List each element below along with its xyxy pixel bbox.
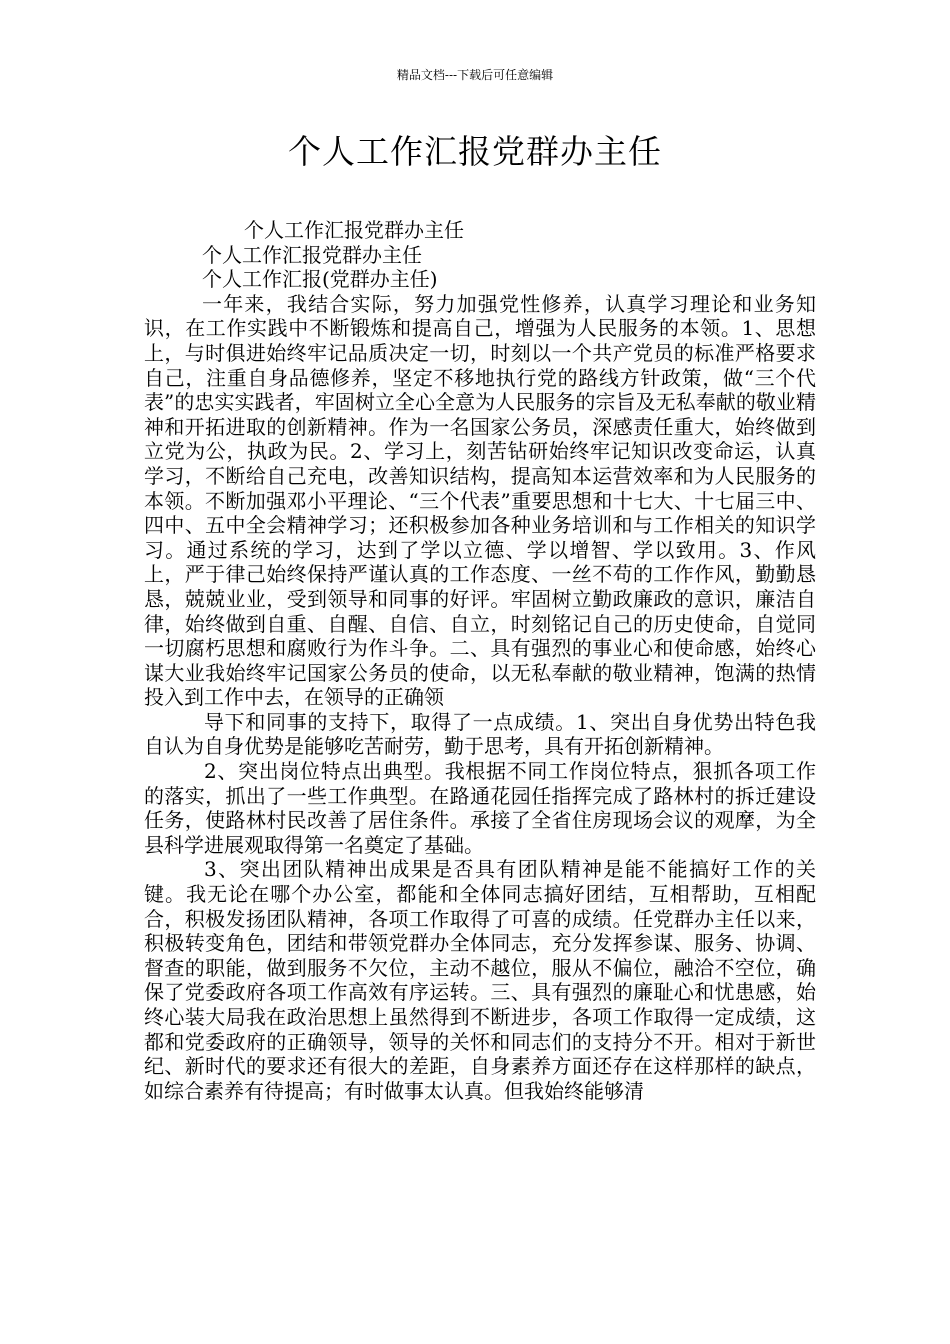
body-paragraph: 一年来，我结合实际，努力加强党性修养，认真学习理论和业务知识，在工作实践中不断锻炼和提高自己，增强为人民服务的本领。1、思想上，与时俱进始终牢记品质决定一切，时刻以一个共产党员的标准严格要求自己，注重自身品德修养，坚定不移地执行党的路线方针政策，做“三个代表”的忠实实践者，牢固树立全心全意为人民服务的宗旨及无私奉献的敬业精神和开拓进取的创新精神。作为一名国家公务员，深感责任重大，始终做到立党为公，执政为民。2、学习上，刻苦钻研始终牢记知识改变命运，认真学习，不断给自己充电，改善知识结构，提高知本运营效率和为人民服务的本领。不断加强邓小平理论、“三个代表”重要思想和十七大、十七届三中、四中、五中全会精神学习；还积极参加各种业务培训和与工作相关的知识学习。通过系统的学习，达到了学以立德、学以增智、学以致用。3、作风上，严于律己始终保持严谨认真的工作态度、一丝不苟的工作作风，勤勤恳恳，兢兢业业，受到领导和同事的好评。牢固树立勤政廉政的意识，廉洁自律，始终做到自重、自醒、自信、自立，时刻铭记自己的历史使命，自觉同一切腐朽思想和腐败行为作斗争。二、具有强烈的事业心和使命感，始终心谋大业我始终牢记国家公务员的使命，以无私奉献的敬业精神，饱满的热情投入到工作中去，在领导的正确领 — [144, 291, 816, 710]
body-heading-2: 个人工作汇报党群办主任 — [202, 242, 422, 267]
body-heading-1: 个人工作汇报党群办主任 — [244, 218, 464, 242]
body-paragraph: 3、突出团队精神出成果是否具有团队精神是能不能搞好工作的关键。我无论在哪个办公室，都能和全体同志搞好团结，互相帮助，互相配合，积极发扬团队精神，各项工作取得了可喜的成绩。任党群办主任以来，积极转变角色，团结和带领党群办全体同志，充分发挥参谋、服务、协调、督查的职能，做到服务不欠位，主动不越位，服从不偏位，融洽不空位，确保了党委政府各项工作高效有序运转。三、具有强烈的廉耻心和忧患感，始终心装大局我在政治思想上虽然得到不断进步，各项工作取得一定成绩，这都和党委政府的正确领导，领导的关怀和同志们的支持分不开。相对于新世纪、新时代的要求还有很大的差距，自身素养方面还存在这样那样的缺点，如综合素养有待提高；有时做事太认真。但我始终能够清 — [144, 857, 816, 1103]
document-body — [144, 218, 816, 1103]
body-paragraph: 2、突出岗位特点出典型。我根据不同工作岗位特点，狠抓各项工作的落实，抓出了一些工作典型。在路通花园任指挥完成了路林村的拆迁建设任务，使路林村民改善了居住条件。承接了全省住房现场会议的观摩，为全县科学进展观取得第一名奠定了基础。 — [144, 759, 816, 857]
body-heading-3: 个人工作汇报(党群办主任) — [202, 267, 438, 292]
document-title: 个人工作汇报党群办主任 — [288, 132, 662, 171]
body-paragraph: 导下和同事的支持下，取得了一点成绩。1、突出自身优势出特色我自认为自身优势是能够吃苦耐劳，勤于思考，具有开拓创新精神。 — [144, 709, 816, 759]
header-note: 精品文档---下载后可任意编辑 — [396, 68, 554, 82]
